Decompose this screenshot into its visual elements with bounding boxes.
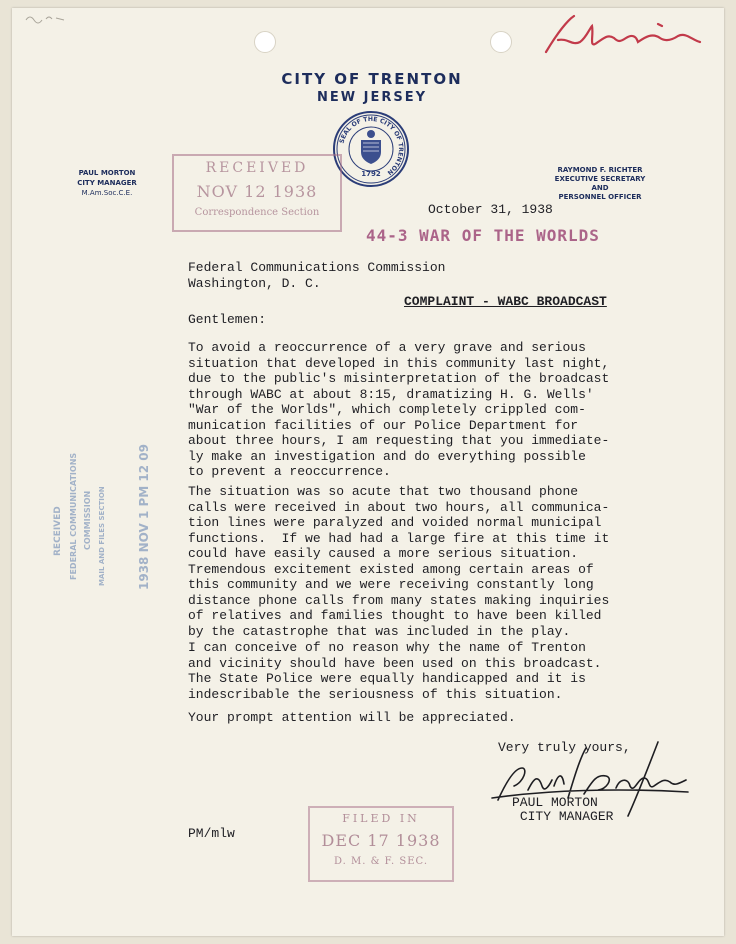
letterhead-left-block — [60, 168, 154, 198]
signer-block — [512, 796, 613, 824]
salutation: Gentlemen: — [188, 312, 267, 327]
secretary-name: RAYMOND F. RICHTER — [557, 166, 643, 174]
received-stamp-section: Correspondence Section — [194, 207, 320, 218]
secretary-title-1: EXECUTIVE SECRETARY — [554, 175, 646, 183]
filed-stamp-section: D. M. & F. SEC. — [333, 856, 429, 867]
filed-in-stamp — [308, 806, 454, 882]
pencil-scribble — [22, 10, 70, 26]
city-manager-degree: M.Am.Soc.C.E. — [81, 189, 133, 197]
signer-title: CITY MANAGER — [519, 809, 614, 824]
subject-line: COMPLAINT - WABC BROADCAST — [404, 294, 607, 309]
handwritten-initials-top — [528, 12, 718, 62]
city-manager-name: PAUL MORTON — [78, 169, 136, 177]
received-stamp-label: RECEIVED — [205, 160, 309, 176]
filed-stamp-label: FILED IN — [342, 812, 420, 825]
letter-date: October 31, 1938 — [428, 202, 553, 217]
seal-text: SEAL OF THE CITY OF TRENTON — [338, 115, 405, 176]
file-stamp-war-of-the-worlds: 44-3 WAR OF THE WORLDS — [366, 226, 600, 245]
letterhead-right-block — [538, 166, 662, 202]
addressee — [188, 260, 445, 292]
filed-stamp-date: DEC 17 1938 — [321, 831, 441, 850]
paragraph-2: The situation was so acute that two thousand phone calls were received in about two hours, all communica- tion lines were paralyzed and voided normal municipal functions. If we had had a large fire at this time it could have easily caused a more serious situation. Tremendous excitement existed among certain areas of this community and we were receiving constantly long distance phone calls from many states making inquiries of relatives and families thought to have been killed by the catastrophe that was included in the play. — [188, 484, 610, 639]
seal-year: 1792 — [361, 170, 381, 178]
paragraph-4: Your prompt attention will be appreciated. — [188, 710, 516, 725]
received-stamp-date: NOV 12 1938 — [196, 182, 318, 201]
typist-initials: PM/mlw — [188, 826, 235, 841]
fcc-received-stamp — [34, 420, 164, 600]
letterhead-city: CITY OF TRENTON — [281, 70, 463, 88]
svg-text:1938 NOV 1 PM 12 09: 1938 NOV 1 PM 12 09 — [137, 444, 151, 590]
closing: Very truly yours, — [498, 740, 631, 755]
signer-name: PAUL MORTON — [512, 795, 598, 810]
secretary-title-2: AND — [591, 184, 609, 192]
received-stamp — [172, 154, 342, 232]
punch-hole-right — [490, 31, 512, 53]
addressee-line-2: Washington, D. C. — [188, 276, 321, 291]
letterhead-title — [266, 70, 478, 105]
city-seal-icon — [332, 110, 410, 188]
city-manager-title: CITY MANAGER — [77, 179, 137, 187]
secretary-title-3: PERSONNEL OFFICER — [558, 193, 642, 201]
paragraph-3: I can conceive of no reason why the name of Trenton and vicinity should have been used on this broadcast. The State Police were equally handicapped and it is indescribable the seriousness of this situation. — [188, 640, 602, 702]
svg-text:FEDERAL COMMUNICATIONS: FEDERAL COMMUNICATIONS — [69, 452, 78, 580]
svg-text:MAIL AND FILES SECTION: MAIL AND FILES SECTION — [98, 486, 106, 586]
svg-text:COMMISSION: COMMISSION — [83, 490, 92, 550]
svg-text:RECEIVED: RECEIVED — [53, 506, 63, 556]
paragraph-1: To avoid a reoccurrence of a very grave and serious situation that developed in this community last night, due to the public's misinterpretation of the broadcast through WABC at about 8:15, dramatizing H. G. Wells' "War of the Worlds", which completely crippled com- munication facilities of our Police Department for about three hours, I am requesting that you immediate- ly make an investigation and do everything possible to prevent a reoccurrence. — [188, 340, 610, 479]
punch-hole-left — [254, 31, 276, 53]
addressee-line-1: Federal Communications Commission — [188, 260, 446, 275]
letterhead-state: NEW JERSEY — [316, 90, 427, 105]
